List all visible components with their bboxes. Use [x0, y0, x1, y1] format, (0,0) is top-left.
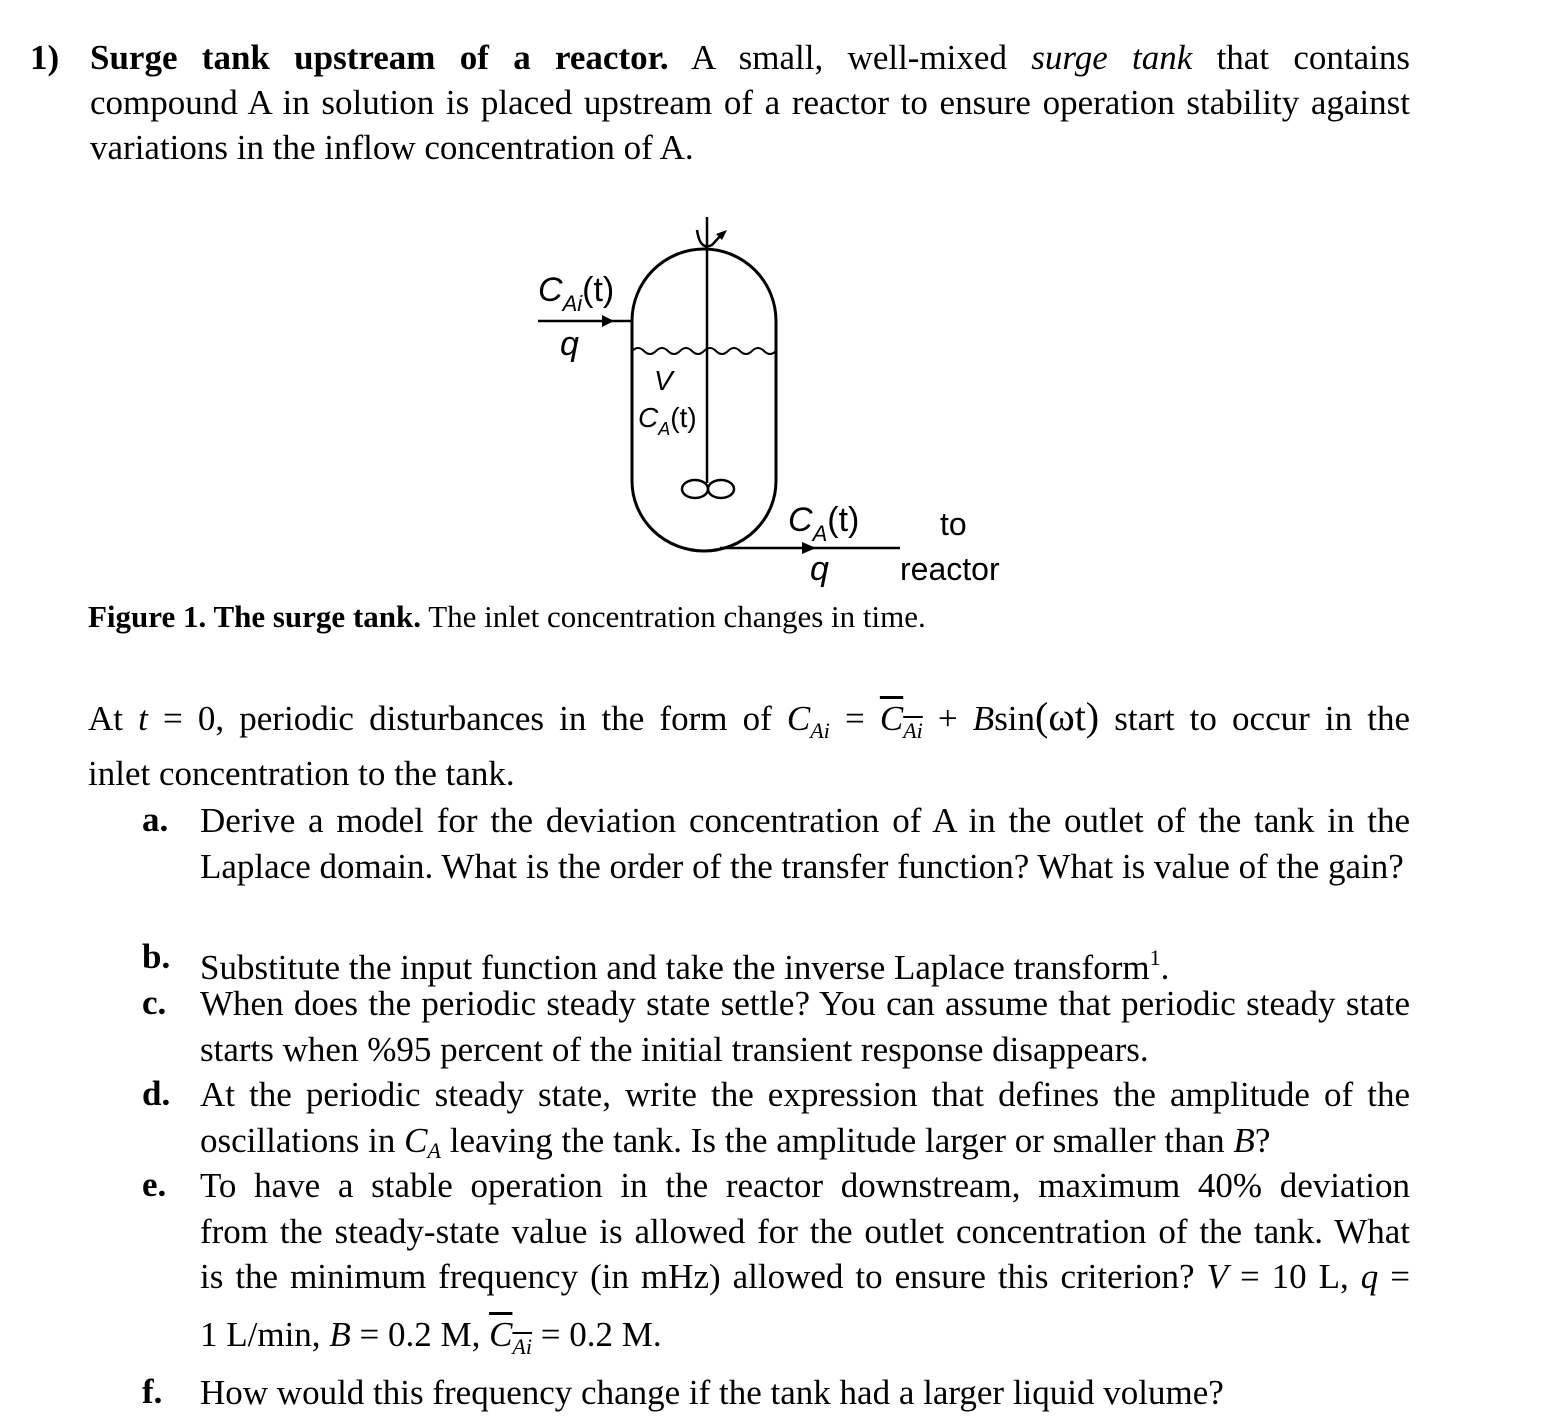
inlet-flow-label: q	[560, 325, 579, 363]
item-e-line4: 1 L/min, B = 0.2 M, $\overline{C}_{\overline{Ai}} = 0.2$ M.	[200, 1315, 662, 1359]
tank-conc-label: $C_A(t)$	[638, 402, 697, 439]
item-a-text: Derive a model for the deviation concentration of A in the outlet of the tank in the Laplace domain. What is the order of the transfer function? What is value of the gain?	[200, 801, 1410, 886]
problem-intro-line2: compound A in solution is placed upstream of a reactor to ensure operation stability against	[90, 83, 1410, 122]
surge-tank-term: surge tank	[1031, 38, 1193, 77]
item-d-label: d.	[142, 1074, 171, 1113]
problem-intro-line1: Surge tank upstream of a reactor. A small, well-mixed surge tank that contains	[90, 38, 1410, 77]
destination-line2: reactor	[900, 551, 1000, 587]
item-e-line3: is the minimum frequency (in mHz) allowed to ensure this criterion? V = 10 L, q =	[200, 1257, 1410, 1296]
outlet-conc-label: $C_A(t)$	[788, 501, 860, 546]
item-e-label: e.	[142, 1165, 167, 1204]
outlet-flow-label: q	[810, 550, 829, 588]
item-f-label: f.	[142, 1372, 163, 1411]
item-c-text: When does the periodic steady state settle? You can assume that periodic steady state starts when %95 percent of the initial transient response disappears.	[200, 984, 1410, 1069]
figure-caption-title: Figure 1. The surge tank.	[88, 599, 421, 634]
disturbance-line1: At t = 0, periodic disturbances in the form of $C_{Ai} = \overline{C}_{\overline{Ai}} + Bsin(\omega t)$ start to occur in the	[88, 694, 1411, 743]
inlet-conc-label: $C_{Ai}(t)$	[538, 271, 615, 316]
item-c-label: c.	[142, 983, 167, 1022]
figure-caption	[88, 597, 926, 637]
item-d-text: At the periodic steady state, write the expression that defines the amplitude of the oscillations in $C_A$ leaving the tank. Is the amplitude larger or smaller than B?	[200, 1075, 1410, 1163]
item-a-label: a.	[142, 800, 169, 839]
tank-volume-label: V	[654, 365, 673, 396]
disturbance-line2: inlet concentration to the tank.	[88, 754, 515, 793]
item-e-line2: from the steady-state value is allowed for the outlet concentration of the tank. What	[200, 1212, 1410, 1251]
impeller-left	[682, 480, 708, 498]
footnote-marker: 1	[1149, 945, 1161, 970]
impeller-right	[708, 480, 734, 498]
problem-number: 1)	[30, 38, 60, 77]
figure-caption-text: The inlet concentration changes in time.	[428, 599, 926, 634]
tank-body	[632, 249, 776, 551]
problem-intro-line3: variations in the inflow concentration of A.	[90, 128, 694, 167]
surge-tank-figure	[520, 205, 1040, 595]
destination-line1: to	[940, 506, 967, 542]
item-b-text: Substitute the input function and take the inverse Laplace transform$^1$.	[200, 945, 1170, 987]
item-e-line1: To have a stable operation in the reactor downstream, maximum 40% deviation	[200, 1166, 1410, 1205]
liquid-surface	[632, 348, 776, 354]
disturbance-equation: $C_{Ai} = \overline{C}_{\overline{Ai}} + Bsin(\omega t)$	[786, 694, 1100, 743]
rotation-arrow	[697, 230, 722, 246]
problem-title: Surge tank upstream of a reactor.	[90, 38, 669, 77]
item-b-label: b.	[142, 937, 171, 976]
item-f-text: How would this frequency change if the tank had a larger liquid volume?	[200, 1373, 1224, 1412]
inlet-arrow	[602, 315, 614, 327]
